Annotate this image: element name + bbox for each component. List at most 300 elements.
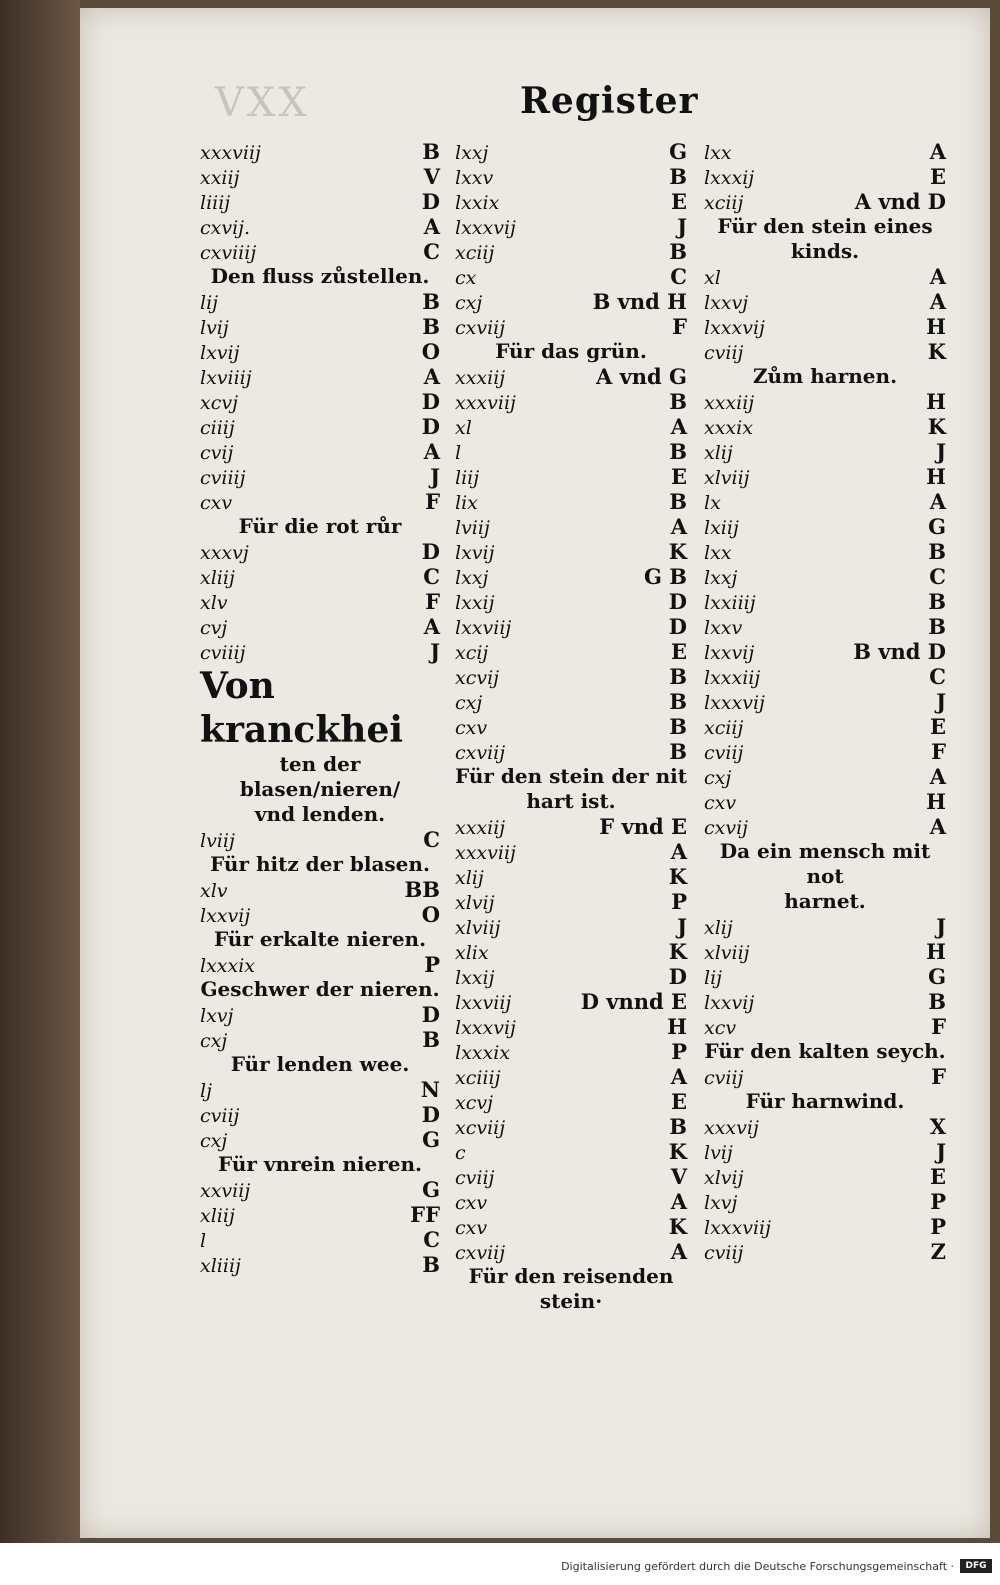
section-letter: P <box>424 952 440 977</box>
section-letter: A <box>670 414 687 439</box>
register-entry <box>455 514 687 539</box>
section-letter: D <box>668 964 687 989</box>
section-letter: H <box>926 314 946 339</box>
section-letter: E <box>929 1164 946 1189</box>
dfg-logo: DFG <box>960 1559 992 1573</box>
section-letter: K <box>927 339 946 364</box>
folio-number: xlij <box>704 917 733 939</box>
section-letter: D <box>421 414 440 439</box>
register-entry <box>455 389 687 414</box>
section-letter: E <box>670 1089 687 1114</box>
register-entry <box>455 1164 687 1189</box>
register-entry <box>200 489 440 514</box>
section-letter: A <box>670 514 687 539</box>
section-letter: C <box>423 239 440 264</box>
register-entry <box>704 164 946 189</box>
register-entry <box>200 189 440 214</box>
register-entry <box>704 1214 946 1239</box>
register-entry <box>704 514 946 539</box>
register-entry <box>455 1064 687 1089</box>
folio-number: lxxvij <box>704 642 755 664</box>
folio-number: lxxxvij <box>455 217 516 239</box>
folio-number: xxxix <box>704 417 753 439</box>
section-letter: E <box>670 189 687 214</box>
folio-number: lxiij <box>704 517 739 539</box>
register-entry <box>200 214 440 239</box>
folio-number: cxviij <box>455 1242 506 1264</box>
section-letter: A <box>929 264 946 289</box>
section-letter: J <box>936 1139 946 1164</box>
folio-number: lxxj <box>455 567 489 589</box>
register-entry <box>455 289 687 314</box>
register-entry <box>455 564 687 589</box>
section-letter: X <box>929 1114 946 1139</box>
section-letter: K <box>927 414 946 439</box>
subheading: Für das grün. <box>495 339 647 363</box>
folio-number: cviij <box>704 742 744 764</box>
section-letter: H <box>667 1014 687 1039</box>
section-letter: K <box>668 864 687 889</box>
register-entry <box>455 639 687 664</box>
register-entry <box>200 139 440 164</box>
folio-number: lxxvij <box>704 992 755 1014</box>
folio-number: xcvj <box>455 1092 493 1114</box>
register-entry <box>455 139 687 164</box>
section-letter: V <box>670 1164 687 1189</box>
folio-number: cxv <box>455 717 488 739</box>
register-entry <box>200 564 440 589</box>
section-letter: F <box>931 1064 946 1089</box>
register-entry <box>704 314 946 339</box>
folio-number: lvij <box>200 317 229 339</box>
section-letter: D <box>421 389 440 414</box>
folio-number: xlix <box>455 942 489 964</box>
register-entry <box>704 714 946 739</box>
folio-number: xl <box>704 267 721 289</box>
register-entry <box>455 889 687 914</box>
folio-number: lxxij <box>455 592 495 614</box>
section-letter: BB <box>404 877 440 902</box>
section-letter: A <box>929 489 946 514</box>
register-entry <box>455 214 687 239</box>
folio-number: xl <box>455 417 472 439</box>
register-entry <box>704 1189 946 1214</box>
section-letter: E <box>929 714 946 739</box>
register-entry <box>704 139 946 164</box>
register-column-3 <box>704 139 946 1264</box>
register-entry <box>455 614 687 639</box>
section-letter: D <box>421 539 440 564</box>
folio-number: lxxxvij <box>704 692 765 714</box>
bleed-through-text: VXX <box>215 80 310 126</box>
folio-number: cxv <box>200 492 233 514</box>
register-entry <box>200 1227 440 1252</box>
register-entry <box>704 939 946 964</box>
section-letter: B <box>928 989 946 1014</box>
register-entry <box>200 877 440 902</box>
folio-number: lxxv <box>704 617 743 639</box>
register-entry <box>704 689 946 714</box>
register-entry <box>200 164 440 189</box>
folio-number: cxj <box>200 1130 228 1152</box>
folio-number: lxxj <box>455 142 489 164</box>
folio-number: xlij <box>455 867 484 889</box>
folio-number: cviij <box>704 1242 744 1264</box>
register-entry <box>455 1114 687 1139</box>
register-entry <box>455 364 687 389</box>
folio-number: xciij <box>704 717 744 739</box>
register-entry <box>455 664 687 689</box>
section-letter: B <box>422 289 440 314</box>
section-letter: J <box>936 914 946 939</box>
register-entry <box>455 489 687 514</box>
register-entry <box>455 164 687 189</box>
subheading: Für die rot růr <box>238 514 402 538</box>
folio-number: cviij <box>455 1167 495 1189</box>
register-entry <box>200 239 440 264</box>
folio-number: xlviij <box>704 942 750 964</box>
footer-bar <box>0 1543 1000 1585</box>
folio-number: lxxxix <box>455 1042 511 1064</box>
folio-number: lx <box>704 492 721 514</box>
section-letter: A <box>423 214 440 239</box>
section-letter: B <box>669 1114 687 1139</box>
folio-number: lxxxij <box>704 167 755 189</box>
register-entry <box>704 414 946 439</box>
section-letter: G <box>928 964 946 989</box>
register-entry <box>455 1089 687 1114</box>
folio-number: cxviij <box>455 742 506 764</box>
folio-number: xcv <box>704 1017 737 1039</box>
section-letter: B <box>669 164 687 189</box>
register-entry <box>455 1139 687 1164</box>
section-letter: B <box>669 739 687 764</box>
folio-number: xlviij <box>704 467 750 489</box>
register-entry <box>200 952 440 977</box>
register-entry <box>455 464 687 489</box>
folio-number: l <box>455 442 462 464</box>
folio-number: lxxxvij <box>455 1017 516 1039</box>
section-letter: A vnd D <box>854 189 946 214</box>
section-letter: C <box>423 1227 440 1252</box>
register-entry <box>200 389 440 414</box>
register-entry <box>200 1077 440 1102</box>
register-entry <box>200 1202 440 1227</box>
section-letter: A <box>929 289 946 314</box>
section-letter: F <box>931 739 946 764</box>
folio-number: cxj <box>455 292 483 314</box>
folio-number: lxx <box>704 142 732 164</box>
section-letter: A vnd G <box>595 364 687 389</box>
folio-number: lxx <box>704 542 732 564</box>
section-letter: J <box>677 214 687 239</box>
folio-number: xxxvj <box>200 542 249 564</box>
section-letter: A <box>670 1239 687 1264</box>
section-letter: F <box>931 1014 946 1039</box>
register-entry <box>455 939 687 964</box>
register-entry <box>455 1239 687 1264</box>
section-letter: G <box>669 139 687 164</box>
folio-number: cvj <box>200 617 228 639</box>
subheading: kinds. <box>790 239 860 263</box>
folio-number: xliiij <box>200 1255 241 1277</box>
section-letter: A <box>670 839 687 864</box>
section-letter: B <box>928 539 946 564</box>
register-entry <box>455 414 687 439</box>
section-letter: A <box>670 1064 687 1089</box>
register-entry <box>704 814 946 839</box>
section-letter: B <box>422 1252 440 1277</box>
folio-number: lxvj <box>200 1005 234 1027</box>
section-letter: C <box>929 564 946 589</box>
section-letter: D vnnd E <box>580 989 687 1014</box>
section-letter: P <box>671 889 687 914</box>
section-letter: A <box>929 814 946 839</box>
page-title: Register <box>520 80 699 122</box>
register-entry <box>704 1064 946 1089</box>
section-heading: Von kranckhei <box>200 665 404 751</box>
section-letter: B <box>669 714 687 739</box>
folio-number: xliij <box>200 567 235 589</box>
folio-number: xxxvij <box>704 1117 759 1139</box>
folio-number: xciij <box>455 242 495 264</box>
folio-number: xliij <box>200 1205 235 1227</box>
section-letter: K <box>668 1214 687 1239</box>
section-letter: B <box>422 1027 440 1052</box>
folio-number: xxxviij <box>455 842 516 864</box>
folio-number: lxxxvij <box>704 317 765 339</box>
folio-number: xxiij <box>200 167 240 189</box>
register-entry <box>704 914 946 939</box>
folio-number: cxviij <box>455 317 506 339</box>
section-letter: B <box>422 139 440 164</box>
section-letter: B <box>669 689 687 714</box>
folio-number: lxxix <box>455 192 500 214</box>
folio-number: xlviij <box>455 917 501 939</box>
folio-number: cx <box>455 267 477 289</box>
section-letter: N <box>420 1077 440 1102</box>
register-entry <box>704 1164 946 1189</box>
register-entry <box>455 239 687 264</box>
folio-number: lxxiiij <box>704 592 756 614</box>
section-letter: B <box>669 439 687 464</box>
register-entry <box>200 1002 440 1027</box>
folio-number: xlvij <box>704 1167 744 1189</box>
register-entry <box>200 1252 440 1277</box>
register-entry <box>455 714 687 739</box>
section-letter: C <box>929 664 946 689</box>
register-entry <box>200 639 440 664</box>
section-letter: D <box>668 589 687 614</box>
folio-number: lviij <box>200 830 235 852</box>
folio-number: liiij <box>200 192 231 214</box>
folio-number: lxxvij <box>200 905 251 927</box>
section-letter: C <box>423 564 440 589</box>
folio-number: lxxviij <box>455 617 512 639</box>
section-letter: B <box>928 614 946 639</box>
register-entry <box>704 764 946 789</box>
register-entry <box>704 964 946 989</box>
section-letter: J <box>936 689 946 714</box>
folio-number: lxxv <box>455 167 494 189</box>
folio-number: lxxviij <box>455 992 512 1014</box>
folio-number: cxj <box>455 692 483 714</box>
folio-number: lxxvj <box>704 292 749 314</box>
register-entry <box>200 539 440 564</box>
register-entry <box>455 964 687 989</box>
folio-number: cxvij. <box>200 217 251 239</box>
section-letter: FF <box>410 1202 440 1227</box>
subheading: Für den kalten seych. <box>704 1039 946 1063</box>
register-entry <box>704 389 946 414</box>
folio-number: lxvij <box>455 542 495 564</box>
subheading: Da ein mensch mit not <box>719 839 931 888</box>
section-letter: B <box>669 664 687 689</box>
folio-number: xlij <box>704 442 733 464</box>
subheading: Für harnwind. <box>745 1089 905 1113</box>
folio-number: lij <box>704 967 723 989</box>
register-entry <box>455 914 687 939</box>
register-entry <box>455 439 687 464</box>
subheading: Zům harnen. <box>752 364 898 388</box>
folio-number: lviij <box>455 517 490 539</box>
register-entry <box>704 739 946 764</box>
section-letter: E <box>670 464 687 489</box>
folio-number: xciiij <box>455 1067 501 1089</box>
subheading: Geschwer der nieren. <box>200 977 440 1001</box>
register-entry <box>455 539 687 564</box>
register-entry <box>200 364 440 389</box>
register-entry <box>704 464 946 489</box>
folio-number: cvij <box>200 442 234 464</box>
folio-number: lxxij <box>455 967 495 989</box>
folio-number: cviiij <box>200 467 246 489</box>
section-letter: C <box>423 827 440 852</box>
scan-background <box>0 0 80 1585</box>
folio-number: l <box>200 1230 207 1252</box>
register-entry <box>455 864 687 889</box>
subheading: Für den stein der nit <box>455 764 688 788</box>
register-entry <box>200 439 440 464</box>
section-letter: B vnd H <box>592 289 687 314</box>
folio-number: cxj <box>200 1030 228 1052</box>
section-letter: J <box>430 464 440 489</box>
register-entry <box>704 564 946 589</box>
section-letter: P <box>930 1189 946 1214</box>
register-entry <box>704 289 946 314</box>
section-letter: D <box>668 614 687 639</box>
register-entry <box>455 189 687 214</box>
section-letter: G <box>928 514 946 539</box>
folio-number: lxxxix <box>200 955 256 977</box>
subheading: hart ist. <box>526 789 616 813</box>
folio-number: cviiij <box>200 642 246 664</box>
folio-number: lvij <box>704 1142 733 1164</box>
register-entry <box>704 989 946 1014</box>
register-entry <box>200 614 440 639</box>
folio-number: cxviiij <box>200 242 257 264</box>
folio-number: xcij <box>455 642 489 664</box>
folio-number: cxv <box>455 1192 488 1214</box>
subheading: Für hitz der blasen. <box>210 852 430 876</box>
register-entry <box>200 827 440 852</box>
section-letter: B <box>422 314 440 339</box>
folio-number: lj <box>200 1080 212 1102</box>
register-entry <box>200 314 440 339</box>
folio-number: cviij <box>704 1067 744 1089</box>
folio-number: c <box>455 1142 466 1164</box>
section-letter: O <box>421 339 440 364</box>
register-entry <box>704 639 946 664</box>
register-entry <box>455 314 687 339</box>
register-column-2 <box>455 139 687 1314</box>
register-entry <box>455 1014 687 1039</box>
folio-number: liij <box>455 467 480 489</box>
register-entry <box>704 1014 946 1039</box>
footer-credit: Digitalisierung gefördert durch die Deutsche Forschungsgemeinschaft · <box>561 1560 954 1573</box>
register-entry <box>455 814 687 839</box>
section-letter: P <box>930 1214 946 1239</box>
subheading: ten der blasen/nieren/ <box>239 752 401 801</box>
folio-number: cxv <box>455 1217 488 1239</box>
section-letter: A <box>929 139 946 164</box>
register-entry <box>200 1127 440 1152</box>
section-letter: B <box>669 239 687 264</box>
register-entry <box>455 739 687 764</box>
subheading: vnd lenden. <box>254 802 386 826</box>
folio-number: cviij <box>200 1105 240 1127</box>
section-letter: K <box>668 1139 687 1164</box>
register-entry <box>704 489 946 514</box>
register-entry <box>704 539 946 564</box>
section-letter: A <box>423 364 440 389</box>
register-entry <box>704 1239 946 1264</box>
subheading: Für erkalte nieren. <box>213 927 427 951</box>
folio-number: xxviij <box>200 1180 251 1202</box>
section-letter: J <box>677 914 687 939</box>
subheading: Für den reisenden stein· <box>468 1264 674 1313</box>
section-letter: J <box>936 439 946 464</box>
folio-number: xcviij <box>455 1117 506 1139</box>
section-letter: D <box>421 1102 440 1127</box>
folio-number: lxviiij <box>200 367 252 389</box>
register-entry <box>455 1039 687 1064</box>
register-entry <box>704 189 946 214</box>
register-entry <box>704 614 946 639</box>
section-letter: F <box>672 314 687 339</box>
section-letter: V <box>423 164 440 189</box>
section-letter: Z <box>930 1239 946 1264</box>
folio-number: lxvj <box>704 1192 738 1214</box>
register-entry <box>200 1177 440 1202</box>
register-entry <box>704 664 946 689</box>
section-letter: J <box>430 639 440 664</box>
register-entry <box>200 589 440 614</box>
subheading: Für lenden wee. <box>230 1052 410 1076</box>
register-entry <box>200 464 440 489</box>
section-letter: A <box>423 614 440 639</box>
subheading: Für den stein eines <box>717 214 933 238</box>
section-letter: P <box>671 1039 687 1064</box>
section-letter: G <box>422 1177 440 1202</box>
register-column-1 <box>200 139 440 1277</box>
section-letter: K <box>668 939 687 964</box>
register-entry <box>455 989 687 1014</box>
folio-number: lxxxviij <box>704 1217 772 1239</box>
register-entry <box>704 1114 946 1139</box>
section-letter: D <box>421 189 440 214</box>
folio-number: lij <box>200 292 219 314</box>
